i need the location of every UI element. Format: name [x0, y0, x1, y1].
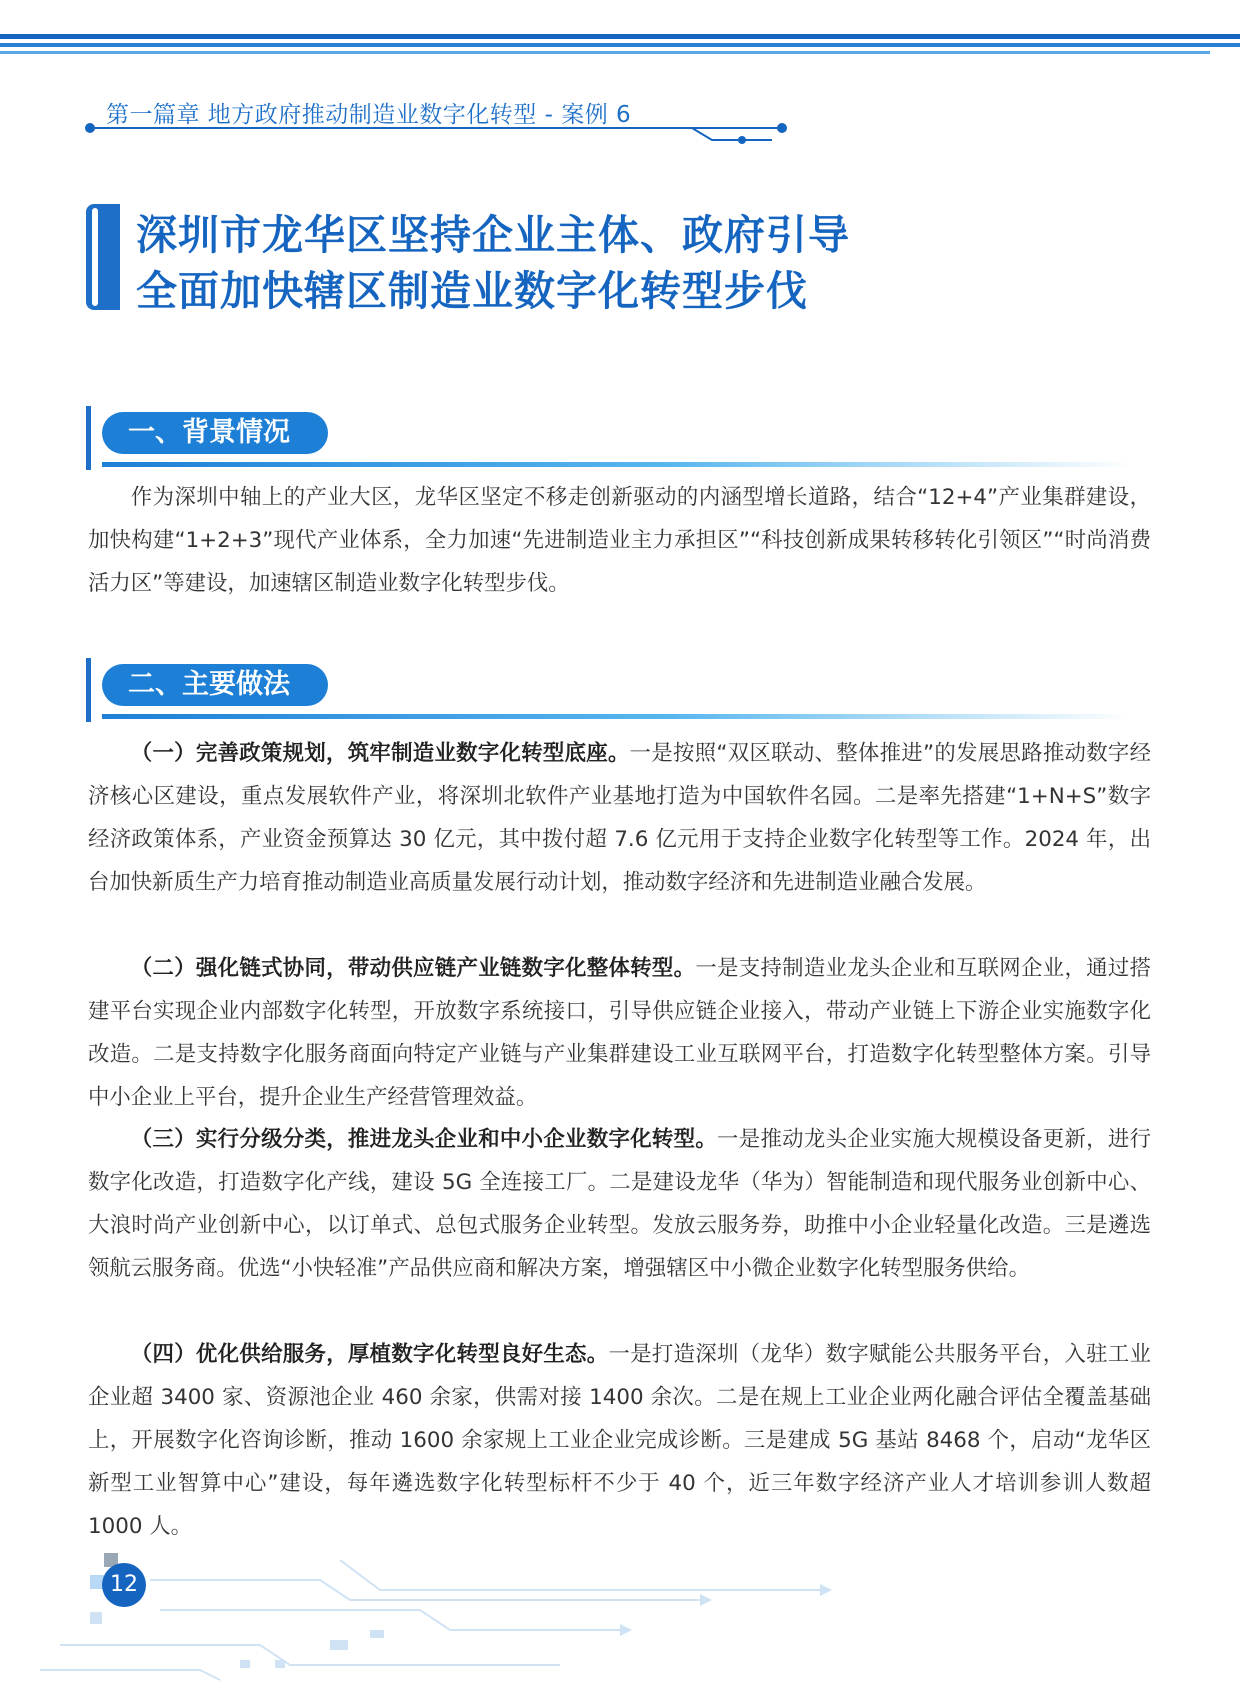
paragraph-text: 一是打造深圳（龙华）数字赋能公共服务平台，入驻工业企业超 3400 家、资源池企业 460 余家，供需对接 1400 余次。二是在规上工业企业两化融合评估全覆盖基础上，开展数字化咨询诊断，推动 1600 余家规上工业企业完成诊断。三是建成 5G 基站 8468 个，启动“龙华区新型工业智算中心”建设，每年遴选数字化转型标杆不少于 40 个，近三年数字经济产业人才培训参训人数超 1000 人。 [88, 1342, 1151, 1539]
paragraph-lead: （四）优化供给服务，厚植数字化转型良好生态。 [130, 1342, 609, 1367]
article-title [86, 200, 850, 315]
paragraph-background [88, 476, 1151, 605]
paragraph-ecosystem [88, 1333, 1151, 1548]
paragraph-chain [88, 947, 1151, 1119]
paragraph-text: 作为深圳中轴上的产业大区，龙华区坚定不移走创新驱动的内涵型增长道路，结合“12+4”产业集群建设，加快构建“1+2+3”现代产业体系，全力加速“先进制造业主力承担区”“科技创新成果转移转化引领区”“时尚消费活力区”等建设，加速辖区制造业数字化转型步伐。 [88, 485, 1151, 596]
section-title: 二、主要做法 [102, 664, 328, 706]
chapter-divider [82, 118, 802, 148]
section-accent-bar [86, 406, 91, 470]
section-underline [102, 714, 1132, 719]
paragraph-text: 一是按照“双区联动、整体推进”的发展思路推动数字经济核心区建设，重点发展软件产业，将深圳北软件产业基地打造为中国软件名园。二是率先搭建“1+N+S”数字经济政策体系，产业资金预算达 30 亿元，其中拨付超 7.6 亿元用于支持企业数字化转型等工作。2024 年，出台加快新质生产力培育推动制造业高质量发展行动计划，推动数字经济和先进制造业融合发展。 [88, 741, 1151, 895]
paragraph-lead: （一）完善政策规划，筑牢制造业数字化转型底座。 [130, 741, 630, 766]
section-accent-bar [86, 658, 91, 722]
paragraph-lead: （三）实行分级分类，推进龙头企业和中小企业数字化转型。 [130, 1127, 718, 1152]
page-number: 12 [102, 1563, 146, 1607]
title-accent-bar [86, 204, 120, 310]
paragraph-tiered [88, 1118, 1151, 1290]
paragraph-lead: （二）强化链式协同，带动供应链产业链数字化整体转型。 [130, 956, 696, 981]
circuit-decoration [0, 1560, 1240, 1683]
section-title: 一、背景情况 [102, 412, 328, 454]
chapter-header: 第一篇章 地方政府推动制造业数字化转型 - 案例 6 [106, 102, 632, 128]
paragraph-policy [88, 732, 1151, 904]
section-heading-methods [86, 658, 1146, 722]
paragraph-text: 一是推动龙头企业实施大规模设备更新，进行数字化改造，打造数字化产线，建设 5G 全连接工厂。二是建设龙华（华为）智能制造和现代服务业创新中心、大浪时尚产业创新中心，以订单式、总包式服务企业转型。发放云服务券，助推中小企业轻量化改造。三是遴选领航云服务商。优选“小快轻准”产品供应商和解决方案，增强辖区中小微企业数字化转型服务供给。 [88, 1127, 1151, 1281]
header-stripes [0, 34, 1240, 58]
title-line-1: 深圳市龙华区坚持企业主体、政府引导 [136, 211, 850, 259]
paragraph-text: 一是支持制造业龙头企业和互联网企业，通过搭建平台实现企业内部数字化转型，开放数字系统接口，引导供应链企业接入，带动产业链上下游企业实施数字化改造。二是支持数字化服务商面向特定产业链与产业集群建设工业互联网平台，打造数字化转型整体方案。引导中小企业上平台，提升企业生产经营管理效益。 [88, 956, 1151, 1110]
section-heading-background [86, 406, 1146, 470]
title-line-2: 全面加快辖区制造业数字化转型步伐 [136, 267, 808, 315]
section-underline [102, 462, 1132, 467]
